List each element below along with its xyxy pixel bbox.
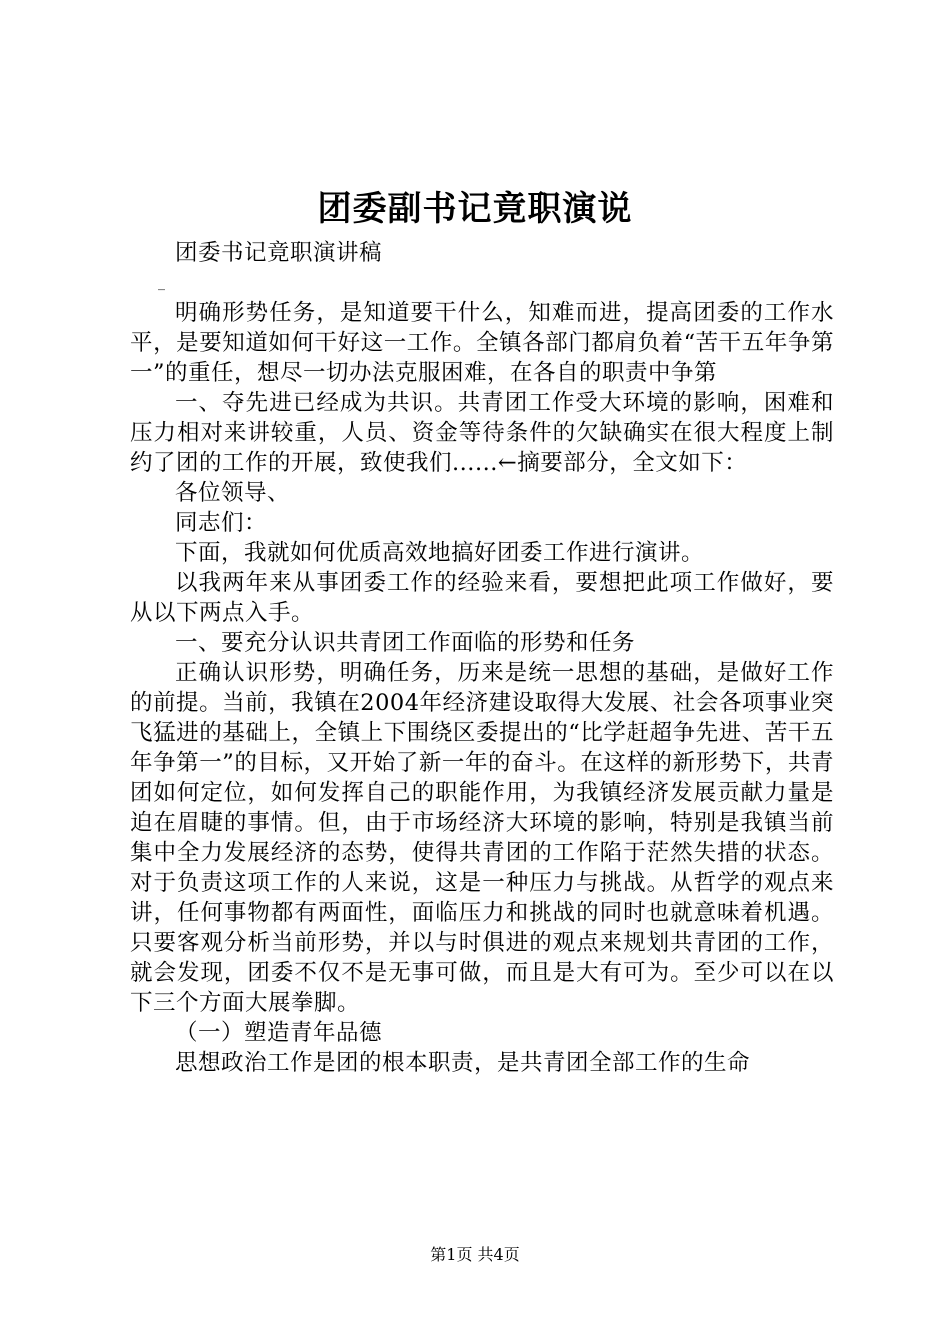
paragraph-salutation: 同志们： <box>175 510 268 536</box>
paragraph-salutation: 各位领导、 <box>175 480 291 506</box>
paragraph-dash: _ <box>158 275 166 291</box>
subsection-heading: （一）塑造青年品德 <box>175 1020 383 1046</box>
paragraph-subtitle: 团委书记竟职演讲稿 <box>175 240 383 266</box>
paragraph: 明确形势任务，是知道要干什么，知难而进，提高团委的工作水平，是要知道如何干好这一工作。全镇各部门都肩负着“苦干五年争第一”的重任，想尽一切办法克服困难，在各自的职责中争第 <box>130 300 834 386</box>
page-footer: 第1页 共4页 <box>430 1245 520 1264</box>
paragraph: 正确认识形势，明确任务，历来是统一思想的基础，是做好工作的前提。当前，我镇在2004年经济建设取得大发展、社会各项事业突飞猛进的基础上，全镇上下围绕区委提出的“比学赶超争先进、苦干五年争第一”的目标，又开始了新一年的奋斗。在这样的新形势下，共青团如何定位，如何发挥自己的职能作用，为我镇经济发展贡献力量是迫在眉睫的事情。但，由于市场经济大环境的影响，特别是我镇当前集中全力发展经济的态势，使得共青团的工作陷于茫然失措的状态。对于负责这项工作的人来说，这是一种压力与挑战。从哲学的观点来讲，任何事物都有两面性，面临压力和挑战的同时也就意味着机遇。只要客观分析当前形势，并以与时俱进的观点来规划共青团的工作，就会发现，团委不仅不是无事可做，而且是大有可为。至少可以在以下三个方面大展拳脚。 <box>130 660 834 1016</box>
paragraph: 思想政治工作是团的根本职责，是共青团全部工作的生命 <box>175 1050 751 1076</box>
paragraph: 以我两年来从事团委工作的经验来看，要想把此项工作做好，要从以下两点入手。 <box>130 570 834 626</box>
section-heading: 一、要充分认识共青团工作面临的形势和任务 <box>175 630 636 656</box>
paragraph: 下面，我就如何优质高效地搞好团委工作进行演讲。 <box>175 540 705 566</box>
document-title: 团委副书记竟职演说 <box>317 189 633 229</box>
paragraph: 一、夺先进已经成为共识。共青团工作受大环境的影响，困难和压力相对来讲较重，人员、资金等待条件的欠缺确实在很大程度上制约了团的工作的开展，致使我们......←摘要部分，全文如下： <box>130 390 834 476</box>
document-body <box>130 238 834 1078</box>
